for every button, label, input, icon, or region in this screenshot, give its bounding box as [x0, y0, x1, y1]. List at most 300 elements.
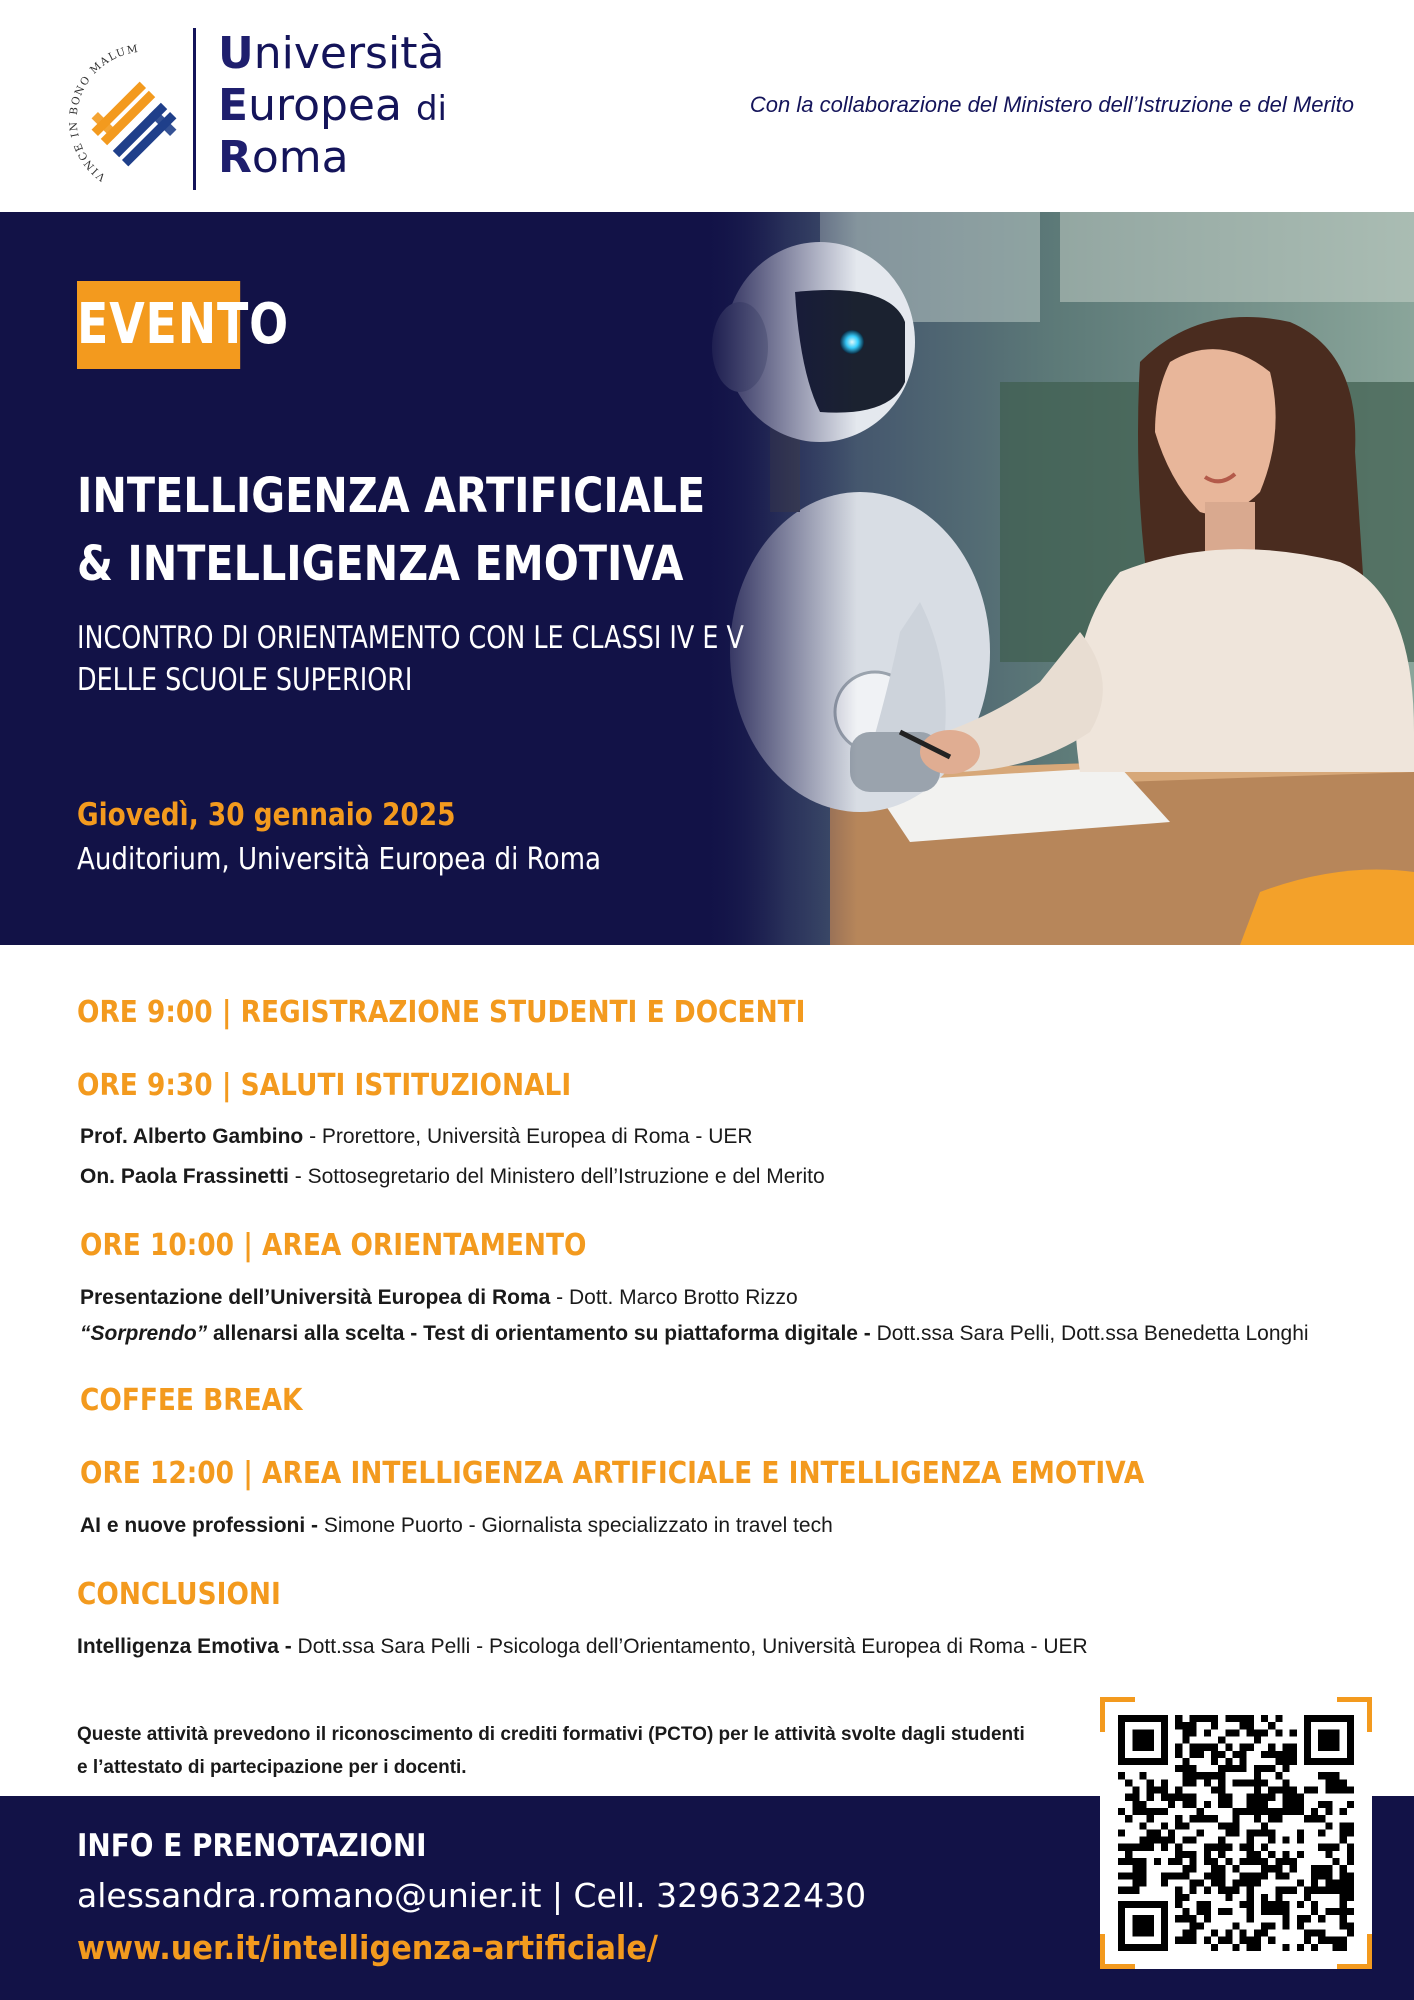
event-date: Giovedì, 30 gennaio 2025: [77, 797, 456, 833]
qr-module: [1232, 1822, 1239, 1829]
qr-module: [1132, 1808, 1139, 1815]
qr-module: [1333, 1772, 1340, 1779]
program-heading-ai-area: ORE 12:00 | AREA INTELLIGENZA ARTIFICIALE E INTELLIGENZA EMOTIVA: [80, 1456, 1145, 1491]
qr-module: [1268, 1837, 1275, 1844]
qr-module: [1275, 1865, 1282, 1872]
qr-module: [1161, 1787, 1168, 1794]
university-wordmark: Università Europea di Roma: [218, 28, 447, 183]
qr-module: [1125, 1844, 1132, 1851]
qr-module: [1118, 1829, 1125, 1836]
qr-module: [1154, 1829, 1161, 1836]
qr-module: [1182, 1801, 1189, 1808]
program-item-line: “Sorprendo” allenarsi alla scelta - Test di orientamento su piattaforma digitale - Dott.ssa Sara Pelli, Dott.ssa Benedetta Longhi: [80, 1322, 1309, 1345]
qr-module: [1147, 1837, 1154, 1844]
qr-module: [1275, 1815, 1282, 1822]
qr-module: [1190, 1744, 1197, 1751]
qr-module: [1190, 1794, 1197, 1801]
qr-module: [1132, 1787, 1139, 1794]
qr-module: [1190, 1887, 1197, 1894]
qr-module: [1168, 1794, 1175, 1801]
qr-module: [1232, 1865, 1239, 1872]
qr-module: [1197, 1879, 1204, 1886]
qr-module: [1347, 1858, 1354, 1865]
qr-module: [1254, 1729, 1261, 1736]
qr-module: [1297, 1944, 1304, 1951]
qr-module: [1268, 1937, 1275, 1944]
qr-module: [1132, 1872, 1139, 1879]
qr-module: [1161, 1879, 1168, 1886]
qr-module: [1204, 1744, 1211, 1751]
qr-module: [1311, 1944, 1318, 1951]
qr-module: [1275, 1887, 1282, 1894]
qr-module: [1197, 1715, 1204, 1722]
qr-module: [1247, 1722, 1254, 1729]
qr-module: [1340, 1922, 1347, 1929]
qr-module: [1261, 1765, 1268, 1772]
qr-module: [1261, 1729, 1268, 1736]
qr-module: [1282, 1794, 1289, 1801]
qr-module: [1225, 1894, 1232, 1901]
qr-module: [1240, 1758, 1247, 1765]
qr-module: [1247, 1715, 1254, 1722]
qr-module: [1325, 1887, 1332, 1894]
qr-module: [1118, 1772, 1125, 1779]
qr-module: [1290, 1787, 1297, 1794]
qr-module: [1318, 1729, 1339, 1750]
qr-module: [1347, 1829, 1354, 1836]
qr-module: [1175, 1822, 1182, 1829]
qr-module: [1225, 1844, 1232, 1851]
qr-module: [1282, 1751, 1289, 1758]
qr-module: [1139, 1772, 1146, 1779]
qr-module: [1211, 1815, 1218, 1822]
qr-module: [1275, 1758, 1282, 1765]
qr-module: [1268, 1865, 1275, 1872]
qr-module: [1318, 1844, 1325, 1851]
qr-module: [1225, 1858, 1232, 1865]
qr-module: [1132, 1887, 1139, 1894]
qr-module: [1247, 1837, 1254, 1844]
qr-module: [1275, 1858, 1282, 1865]
qr-module: [1168, 1829, 1175, 1836]
qr-module: [1225, 1829, 1232, 1836]
qr-module: [1325, 1779, 1332, 1786]
qr-module: [1182, 1736, 1189, 1743]
qr-module: [1340, 1808, 1347, 1815]
qr-module: [1175, 1744, 1182, 1751]
qr-module: [1333, 1858, 1340, 1865]
qr-module: [1247, 1908, 1254, 1915]
qr-module: [1282, 1944, 1289, 1951]
qr-module: [1204, 1858, 1211, 1865]
qr-module: [1347, 1844, 1354, 1851]
qr-module: [1347, 1801, 1354, 1808]
qr-module: [1218, 1872, 1225, 1879]
qr-module: [1182, 1758, 1189, 1765]
qr-module: [1139, 1879, 1146, 1886]
qr-module: [1340, 1865, 1347, 1872]
qr-module: [1318, 1865, 1325, 1872]
qr-module: [1182, 1729, 1189, 1736]
qr-module: [1211, 1872, 1218, 1879]
qr-module: [1282, 1901, 1289, 1908]
qr-module: [1325, 1787, 1332, 1794]
qr-module: [1282, 1787, 1289, 1794]
qr-module: [1161, 1872, 1168, 1879]
qr-module: [1325, 1908, 1332, 1915]
qr-module: [1290, 1744, 1297, 1751]
qr-module: [1232, 1729, 1239, 1736]
qr-module: [1154, 1808, 1161, 1815]
qr-module: [1204, 1887, 1211, 1894]
qr-module: [1204, 1915, 1211, 1922]
qr-module: [1282, 1858, 1289, 1865]
qr-module: [1147, 1787, 1154, 1794]
qr-module: [1218, 1801, 1225, 1808]
qr-module: [1225, 1715, 1232, 1722]
program-heading-greetings: ORE 9:30 | SALUTI ISTITUZIONALI: [77, 1068, 572, 1103]
qr-module: [1254, 1829, 1261, 1836]
qr-module: [1340, 1837, 1347, 1844]
program-heading-coffee-break: COFFEE BREAK: [80, 1383, 303, 1418]
qr-module: [1290, 1751, 1297, 1758]
qr-module: [1118, 1872, 1125, 1879]
qr-module: [1197, 1808, 1204, 1815]
qr-module: [1340, 1779, 1347, 1786]
qr-module: [1247, 1794, 1254, 1801]
qr-module: [1347, 1787, 1354, 1794]
qr-module: [1218, 1787, 1225, 1794]
qr-module: [1325, 1872, 1332, 1879]
qr-module: [1311, 1887, 1318, 1894]
qr-module: [1254, 1794, 1261, 1801]
qr-module: [1282, 1837, 1289, 1844]
qr-module: [1211, 1722, 1218, 1729]
qr-module: [1254, 1815, 1261, 1822]
qr-module: [1175, 1887, 1182, 1894]
qr-module: [1190, 1879, 1197, 1886]
event-subtitle: INCONTRO DI ORIENTAMENTO CON LE CLASSI IV E V DELLE SCUOLE SUPERIORI: [77, 620, 744, 698]
qr-module: [1204, 1844, 1211, 1851]
qr-module: [1132, 1879, 1139, 1886]
qr-module: [1261, 1808, 1268, 1815]
qr-module: [1304, 1894, 1311, 1901]
qr-module: [1282, 1808, 1289, 1815]
qr-module: [1282, 1915, 1289, 1922]
qr-module: [1240, 1879, 1247, 1886]
qr-module: [1254, 1930, 1261, 1937]
qr-module: [1311, 1872, 1318, 1879]
qr-module: [1190, 1851, 1197, 1858]
qr-module: [1211, 1930, 1218, 1937]
qr-module: [1282, 1801, 1289, 1808]
qr-module: [1333, 1879, 1340, 1886]
qr-module: [1218, 1736, 1225, 1743]
qr-module: [1254, 1779, 1261, 1786]
qr-module: [1197, 1751, 1204, 1758]
qr-module: [1240, 1715, 1247, 1722]
qr-module: [1225, 1744, 1232, 1751]
qr-module: [1275, 1872, 1282, 1879]
qr-module: [1347, 1879, 1354, 1886]
qr-module: [1197, 1772, 1204, 1779]
qr-module: [1340, 1872, 1347, 1879]
qr-module: [1118, 1858, 1125, 1865]
qr-module: [1268, 1908, 1275, 1915]
qr-module: [1232, 1815, 1239, 1822]
qr-module: [1218, 1879, 1225, 1886]
qr-module: [1197, 1922, 1204, 1929]
qr-module: [1261, 1715, 1268, 1722]
qr-module: [1240, 1722, 1247, 1729]
qr-module: [1182, 1930, 1189, 1937]
qr-module: [1211, 1879, 1218, 1886]
qr-module: [1161, 1779, 1168, 1786]
qr-module: [1290, 1794, 1297, 1801]
program-speaker-line: On. Paola Frassinetti - Sottosegretario del Ministero dell’Istruzione e del Merito: [80, 1165, 825, 1188]
qr-module: [1218, 1837, 1225, 1844]
qr-module: [1225, 1794, 1232, 1801]
qr-module: [1240, 1858, 1247, 1865]
qr-module: [1240, 1872, 1247, 1879]
qr-module: [1154, 1858, 1161, 1865]
qr-module: [1268, 1808, 1275, 1815]
qr-module: [1218, 1865, 1225, 1872]
qr-module: [1147, 1829, 1154, 1836]
qr-module: [1297, 1915, 1304, 1922]
qr-module: [1297, 1801, 1304, 1808]
qr-module: [1175, 1858, 1182, 1865]
qr-module: [1175, 1794, 1182, 1801]
university-seal-logo: [66, 26, 196, 192]
qr-module: [1182, 1865, 1189, 1872]
program-heading-orientation: ORE 10:00 | AREA ORIENTAMENTO: [80, 1228, 587, 1263]
qr-module: [1275, 1808, 1282, 1815]
qr-module: [1139, 1801, 1146, 1808]
qr-module: [1204, 1901, 1211, 1908]
qr-module: [1347, 1851, 1354, 1858]
qr-module: [1275, 1751, 1282, 1758]
qr-module: [1290, 1865, 1297, 1872]
qr-module: [1125, 1851, 1132, 1858]
qr-module: [1211, 1751, 1218, 1758]
qr-module: [1340, 1787, 1347, 1794]
qr-module: [1211, 1758, 1218, 1765]
qr-module: [1232, 1879, 1239, 1886]
qr-module: [1211, 1865, 1218, 1872]
qr-module: [1190, 1858, 1197, 1865]
qr-module: [1318, 1887, 1325, 1894]
qr-module: [1340, 1937, 1347, 1944]
qr-module: [1325, 1772, 1332, 1779]
qr-module: [1204, 1937, 1211, 1944]
qr-module: [1268, 1722, 1275, 1729]
qr-module: [1240, 1744, 1247, 1751]
qr-module: [1247, 1808, 1254, 1815]
svg-text:VINCE IN BONO MALUM: VINCE IN BONO MALUM: [67, 42, 141, 184]
qr-module: [1340, 1829, 1347, 1836]
qr-module: [1225, 1801, 1232, 1808]
qr-module: [1225, 1930, 1232, 1937]
qr-module: [1225, 1758, 1232, 1765]
qr-module: [1190, 1772, 1197, 1779]
qr-module: [1254, 1937, 1261, 1944]
qr-module: [1254, 1944, 1261, 1951]
qr-module: [1333, 1887, 1340, 1894]
qr-module: [1311, 1815, 1318, 1822]
qr-module: [1190, 1801, 1197, 1808]
qr-module: [1325, 1808, 1332, 1815]
qr-module: [1190, 1729, 1197, 1736]
qr-module: [1225, 1822, 1232, 1829]
qr-module: [1175, 1901, 1182, 1908]
qr-module: [1311, 1908, 1318, 1915]
qr-module: [1132, 1915, 1153, 1936]
qr-module: [1275, 1901, 1282, 1908]
qr-module: [1282, 1887, 1289, 1894]
qr-module: [1161, 1837, 1168, 1844]
qr-module: [1232, 1765, 1239, 1772]
qr-module: [1275, 1908, 1282, 1915]
qr-module: [1261, 1922, 1268, 1929]
qr-module: [1254, 1872, 1261, 1879]
qr-module: [1190, 1722, 1197, 1729]
qr-module: [1333, 1844, 1340, 1851]
qr-module: [1232, 1922, 1239, 1929]
qr-module: [1225, 1729, 1232, 1736]
qr-module: [1168, 1837, 1175, 1844]
qr-module: [1204, 1815, 1211, 1822]
event-url-link[interactable]: www.uer.it/intelligenza-artificiale/: [77, 1928, 659, 1967]
qr-module: [1139, 1837, 1146, 1844]
qr-module: [1125, 1887, 1132, 1894]
qr-module: [1211, 1944, 1218, 1951]
qr-module: [1139, 1858, 1146, 1865]
qr-module: [1190, 1715, 1197, 1722]
qr-module: [1254, 1858, 1261, 1865]
qr-module: [1318, 1829, 1325, 1836]
qr-module: [1340, 1901, 1347, 1908]
qr-module: [1240, 1937, 1247, 1944]
qr-module: [1218, 1887, 1225, 1894]
qr-module: [1304, 1787, 1311, 1794]
qr-module: [1247, 1887, 1254, 1894]
logo-divider: [193, 28, 196, 190]
qr-module: [1261, 1894, 1268, 1901]
qr-module: [1190, 1765, 1197, 1772]
qr-module: [1261, 1908, 1268, 1915]
qr-module: [1340, 1887, 1347, 1894]
qr-module: [1247, 1729, 1254, 1736]
qr-module: [1225, 1765, 1232, 1772]
qr-module: [1132, 1801, 1139, 1808]
qr-module: [1125, 1794, 1132, 1801]
qr-module: [1175, 1765, 1182, 1772]
qr-module: [1268, 1851, 1275, 1858]
qr-module: [1247, 1779, 1254, 1786]
qr-module: [1304, 1887, 1311, 1894]
qr-module: [1304, 1815, 1311, 1822]
program-heading-conclusions: CONCLUSIONI: [77, 1577, 281, 1612]
qr-module: [1161, 1808, 1168, 1815]
qr-module: [1325, 1822, 1332, 1829]
qr-module: [1282, 1851, 1289, 1858]
qr-module: [1247, 1915, 1254, 1922]
qr-module: [1290, 1858, 1297, 1865]
qr-module: [1318, 1772, 1325, 1779]
program-heading-registration: ORE 9:00 | REGISTRAZIONE STUDENTI E DOCENTI: [77, 995, 806, 1030]
qr-module: [1139, 1822, 1146, 1829]
qr-module: [1175, 1915, 1182, 1922]
qr-module: [1261, 1930, 1268, 1937]
qr-module: [1125, 1858, 1132, 1865]
qr-module: [1232, 1779, 1239, 1786]
qr-module: [1218, 1794, 1225, 1801]
qr-module: [1211, 1772, 1218, 1779]
qr-module: [1340, 1944, 1347, 1951]
qr-module: [1175, 1844, 1182, 1851]
qr-module: [1168, 1858, 1175, 1865]
robot-and-student-photo: [700, 212, 1414, 945]
qr-module: [1168, 1801, 1175, 1808]
qr-module: [1311, 1930, 1318, 1937]
qr-module: [1132, 1858, 1139, 1865]
qr-module: [1254, 1879, 1261, 1886]
qr-module: [1318, 1937, 1325, 1944]
qr-module: [1311, 1879, 1318, 1886]
qr-module: [1190, 1930, 1197, 1937]
qr-module: [1182, 1837, 1189, 1844]
qr-module: [1325, 1879, 1332, 1886]
qr-module: [1218, 1851, 1225, 1858]
qr-module: [1197, 1901, 1204, 1908]
qr-module: [1197, 1744, 1204, 1751]
qr-module: [1132, 1794, 1139, 1801]
qr-module: [1254, 1808, 1261, 1815]
qr-module: [1197, 1908, 1204, 1915]
qr-module: [1325, 1851, 1332, 1858]
qr-module: [1204, 1872, 1211, 1879]
qr-module: [1118, 1887, 1125, 1894]
qr-module: [1347, 1872, 1354, 1879]
qr-module: [1261, 1794, 1268, 1801]
qr-module: [1347, 1930, 1354, 1937]
qr-module: [1190, 1751, 1197, 1758]
qr-module: [1261, 1844, 1268, 1851]
qr-module: [1147, 1779, 1154, 1786]
qr-module: [1311, 1787, 1318, 1794]
qr-module: [1175, 1851, 1182, 1858]
qr-module: [1211, 1787, 1218, 1794]
qr-module: [1275, 1729, 1282, 1736]
qr-module: [1333, 1944, 1340, 1951]
qr-module: [1297, 1922, 1304, 1929]
qr-module: [1211, 1844, 1218, 1851]
qr-code[interactable]: [1100, 1697, 1372, 1969]
qr-module: [1268, 1815, 1275, 1822]
qr-module: [1175, 1751, 1182, 1758]
qr-module: [1290, 1729, 1297, 1736]
qr-module: [1190, 1915, 1197, 1922]
qr-module: [1175, 1715, 1182, 1722]
qr-module: [1218, 1772, 1225, 1779]
qr-module: [1204, 1779, 1211, 1786]
qr-module: [1247, 1801, 1254, 1808]
program-item-line: Intelligenza Emotiva - Dott.ssa Sara Pelli - Psicologa dell’Orientamento, Università Europea di Roma - UER: [77, 1635, 1088, 1658]
qr-module: [1118, 1844, 1125, 1851]
qr-module: [1275, 1787, 1282, 1794]
qr-module: [1261, 1872, 1268, 1879]
